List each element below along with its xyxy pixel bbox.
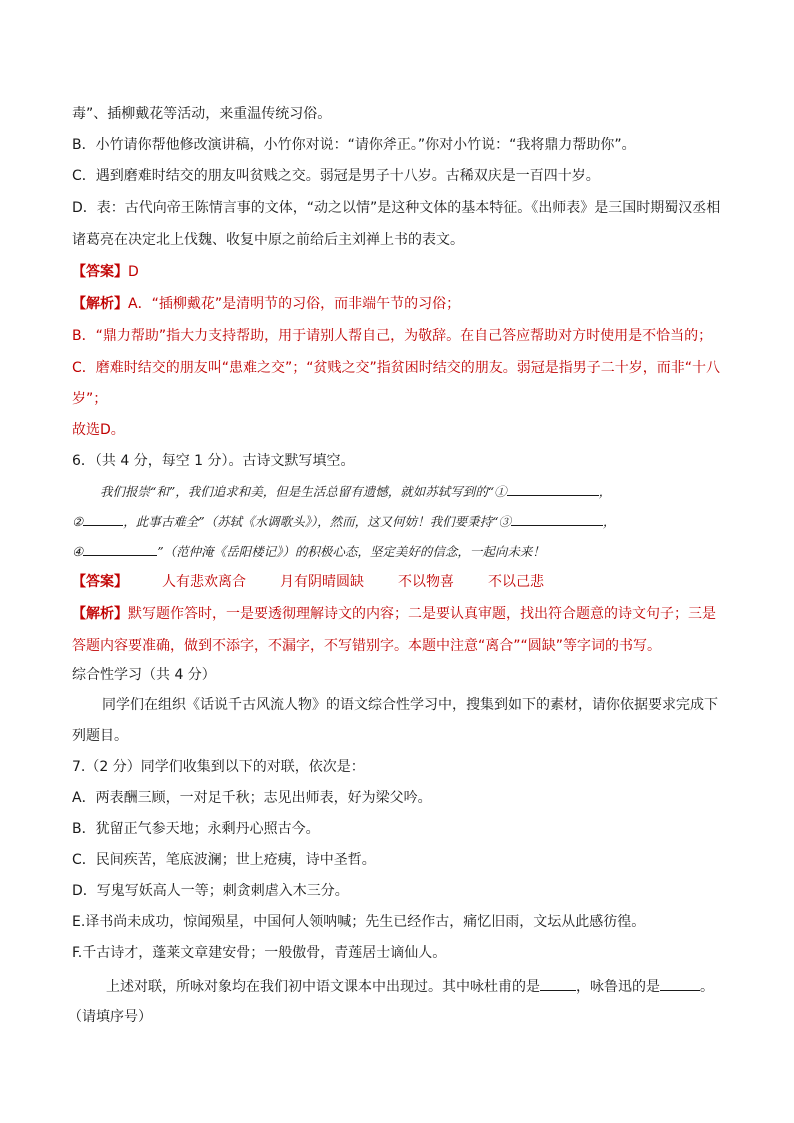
q7-option-a: A．两表酬三顾，一对足千秋；志见出师表，好为梁父吟。 <box>72 790 432 806</box>
poem-text: ② <box>72 514 84 529</box>
question-text: ，咏鲁迅的是 <box>576 979 660 995</box>
q5-option-b: B．小竹请你帮他修改演讲稿，小竹你对说：“请你斧正。”你对小竹说：“我将鼎力帮助你”。 <box>72 137 636 153</box>
question-text: 上述对联，所咏对象均在我们初中语文课本中出现过。其中咏杜甫的是 <box>106 979 540 995</box>
q5-analysis-line3: C．磨难时结交的朋友叫“患难之交”；“贫贱之交”指贫困时结交的朋友。弱冠是指男子二十岁，而非“十八 <box>72 360 721 376</box>
blank-luxun[interactable] <box>660 976 700 991</box>
blank-2[interactable] <box>83 511 123 526</box>
answer-tag: 【答案】 <box>72 574 128 590</box>
answer-value: D <box>128 264 139 280</box>
section-intro-line2: 列题目。 <box>72 728 128 744</box>
answer-item: 月有阴晴圆缺 <box>280 574 364 590</box>
q6-analysis-line1 <box>72 604 716 624</box>
question-text: 。 <box>700 979 714 995</box>
blank-dufu[interactable] <box>540 976 576 991</box>
poem-text: 我们报崇“和”，我们追求和美，但是生活总留有遗憾，就如苏轼写到的“① <box>100 484 507 499</box>
blank-1[interactable] <box>507 481 599 496</box>
q5-analysis-line4: 岁”； <box>72 391 108 407</box>
analysis-tag: 【解析】 <box>72 296 128 312</box>
analysis-text: 默写题作答时，一是要透彻理解诗文的内容；二是要认真审题，找出符合题意的诗文句子；三是 <box>128 606 716 622</box>
q7-note: （请填序号） <box>68 1009 152 1025</box>
q5-option-c: C．遇到磨难时结交的朋友叫贫贱之交。弱冠是男子十八岁。古稀双庆是一百四十岁。 <box>72 168 600 184</box>
q7-question <box>106 976 714 997</box>
answer-item: 不以己悲 <box>488 574 544 590</box>
section-intro-line1: 同学们在组织《话说千古风流人物》的语文综合性学习中，搜集到如下的素材，请你依据要求完成下 <box>102 697 718 713</box>
answer-item: 人有悲欢离合 <box>162 574 246 590</box>
analysis-text: A．“插柳戴花”是清明节的习俗，而非端午节的习俗； <box>128 296 461 312</box>
q7-option-f: F.千古诗才，蓬莱文章建安骨；一般傲骨，青莲居士谪仙人。 <box>72 945 447 961</box>
q6-poem-line3 <box>72 541 545 562</box>
poem-text: ， <box>598 484 612 499</box>
q6-analysis-line2: 答题内容要准确，做到不添字，不漏字，不写错别字。本题中注意“离合”“圆缺”等字词的书写。 <box>72 638 662 654</box>
q6-poem-line2 <box>72 511 616 532</box>
q7-stem: 7.（2 分）同学们收集到以下的对联，依次是： <box>72 759 365 775</box>
section-title: 综合性学习（共 4 分） <box>72 667 216 683</box>
q6-poem-line1 <box>100 481 611 502</box>
q7-option-c: C．民间疾苦，笔底波澜；世上疮痍，诗中圣哲。 <box>72 852 376 868</box>
answer-tag: 【答案】 <box>72 264 128 280</box>
poem-text: ， <box>603 514 616 529</box>
q5-option-d-line1: D．表：古代向帝王陈情言事的文体，“动之以情”是这种文体的基本特征。《出师表》是三国时期蜀汉丞相 <box>72 200 721 216</box>
poem-text: ”（范仲淹《岳阳楼记》）的积极心态，坚定美好的信念，一起向未来！ <box>157 544 545 559</box>
q5-stem-tail: 毒”、插柳戴花等活动，来重温传统习俗。 <box>72 106 332 122</box>
q7-option-e: E.译书尚未成功，惊闻殒星，中国何人领呐喊；先生已经作古，痛忆旧雨，文坛从此感彷徨。 <box>72 914 646 930</box>
q7-option-b: B．犹留正气参天地；永剩丹心照古今。 <box>72 821 320 837</box>
q5-answer <box>72 262 139 282</box>
blank-3[interactable] <box>511 511 603 526</box>
q7-option-d: D．写鬼写妖高人一等；刺贪刺虐入木三分。 <box>72 883 349 899</box>
q5-analysis-line1 <box>72 294 460 314</box>
q6-stem: 6．（共 4 分，每空 1 分）。古诗文默写填空。 <box>72 453 355 469</box>
blank-4[interactable] <box>83 541 157 556</box>
q5-conclusion: 故选D。 <box>72 422 125 438</box>
answer-item: 不以物喜 <box>398 574 454 590</box>
analysis-tag: 【解析】 <box>72 606 128 622</box>
poem-text: ，此事古难全”（苏轼《水调歌头》），然而，这又何妨！我们要秉持“③ <box>123 514 512 529</box>
q5-analysis-line2: B．“鼎力帮助”指大力支持帮助，用于请别人帮自己，为敬辞。在自己答应帮助对方时使用是不恰当的； <box>72 328 713 344</box>
q6-answer <box>72 572 544 592</box>
q5-option-d-line2: 诸葛亮在决定北上伐魏、收复中原之前给后主刘禅上书的表文。 <box>72 232 464 248</box>
poem-text: ④ <box>72 544 84 559</box>
